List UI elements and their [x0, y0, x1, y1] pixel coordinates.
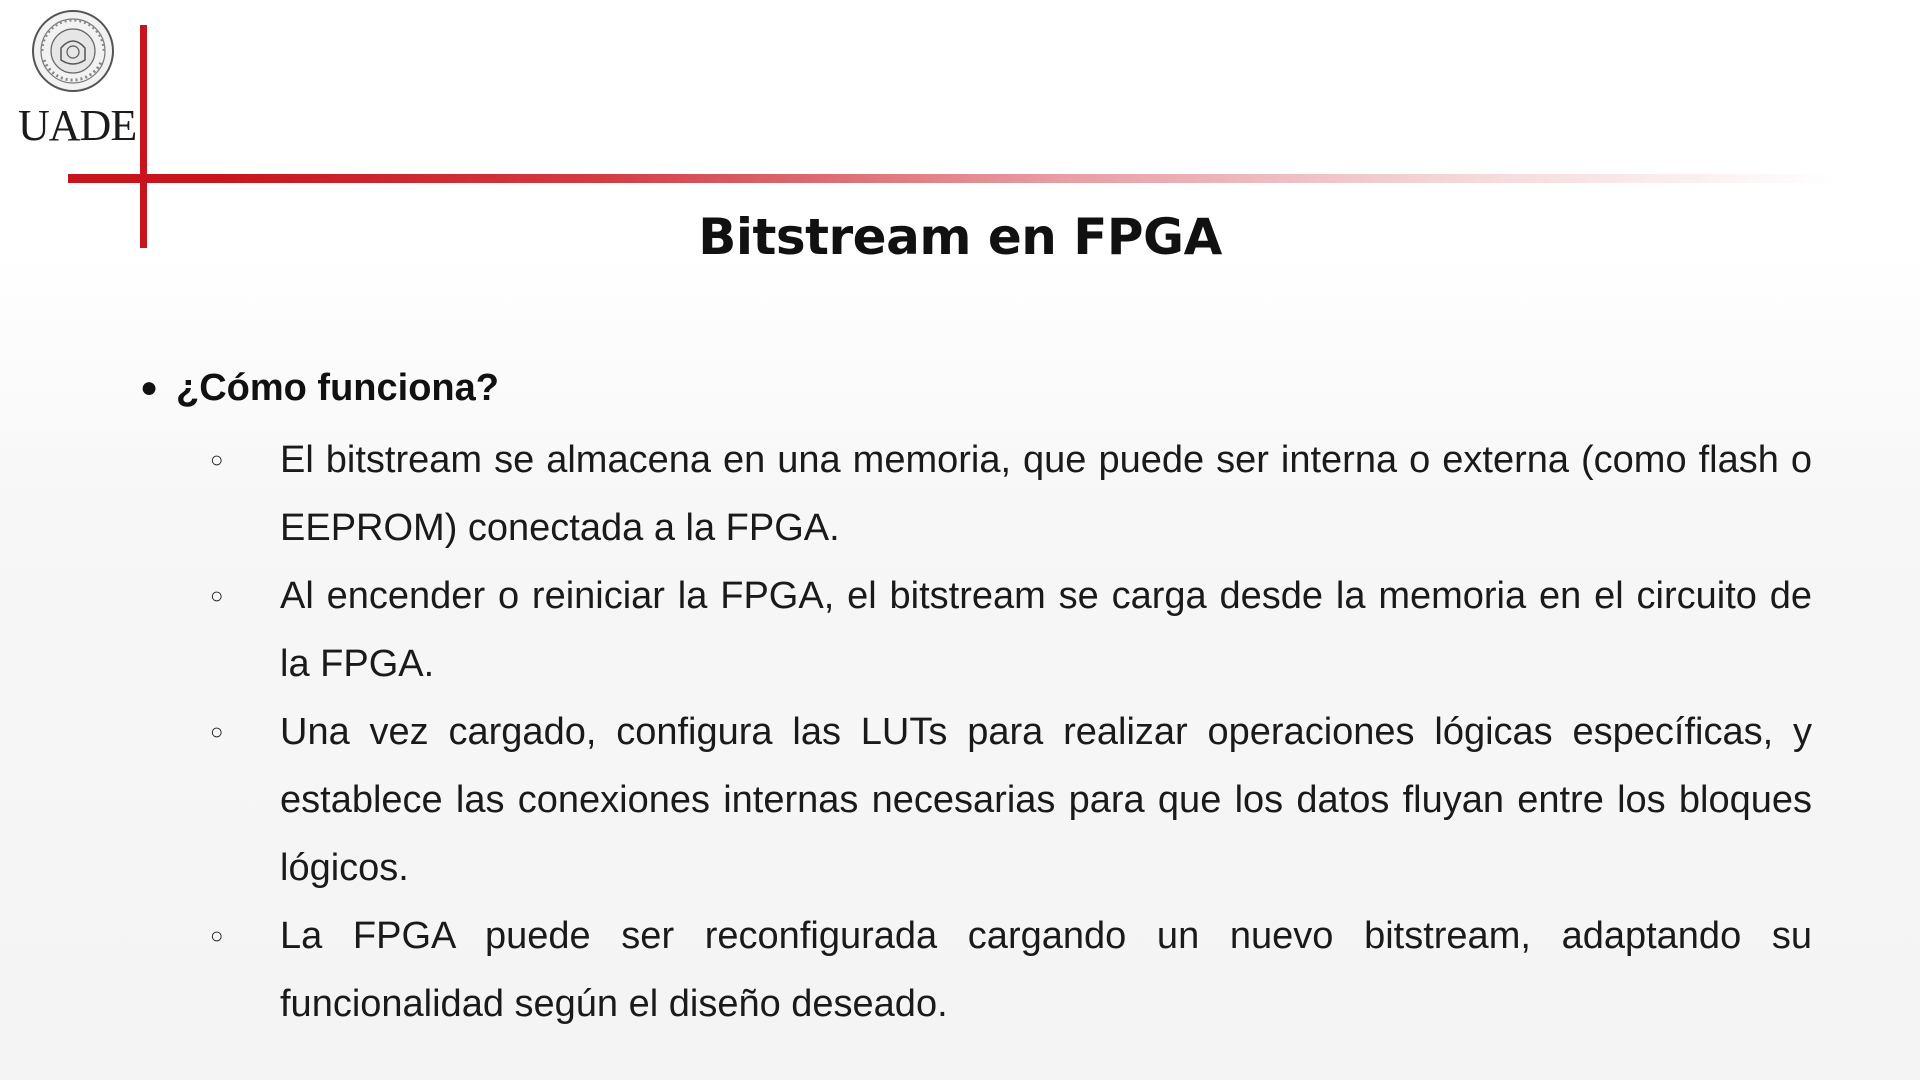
- uade-logo: [18, 8, 137, 150]
- list-item: [140, 902, 1812, 1038]
- bullet-heading-text: ¿Cómo funciona?: [176, 366, 499, 409]
- ring-bullet-icon: ○: [210, 719, 224, 744]
- logo-wordmark: UADE: [18, 101, 137, 150]
- sub-bullet-list: [140, 426, 1812, 1038]
- list-item: [140, 698, 1812, 902]
- list-item: [140, 562, 1812, 698]
- list-item-text: Una vez cargado, configura las LUTs para realizar operaciones lógicas específicas, y establece las conexiones internas necesarias para que los datos fluyan entre los bloques lógicos.: [280, 711, 1812, 889]
- university-seal-icon: [30, 8, 116, 94]
- slide-content: [140, 356, 1812, 1038]
- list-item-text: El bitstream se almacena en una memoria, que puede ser interna o externa (como flash o EEPROM) conectada a la FPGA.: [280, 439, 1812, 549]
- list-item-text: La FPGA puede ser reconfigurada cargando un nuevo bitstream, adaptando su funcionalidad según el diseño deseado.: [280, 915, 1812, 1025]
- disc-bullet-icon: ●: [140, 371, 159, 404]
- bullet-heading: [140, 356, 1812, 420]
- ring-bullet-icon: ○: [210, 447, 224, 472]
- list-item-text: Al encender o reiniciar la FPGA, el bitstream se carga desde la memoria en el circuito de la FPGA.: [280, 575, 1812, 685]
- page-title: Bitstream en FPGA: [698, 208, 1222, 266]
- red-horizontal-rule: [68, 174, 1838, 183]
- ring-bullet-icon: ○: [210, 923, 224, 948]
- ring-bullet-icon: ○: [210, 583, 224, 608]
- list-item: [140, 426, 1812, 562]
